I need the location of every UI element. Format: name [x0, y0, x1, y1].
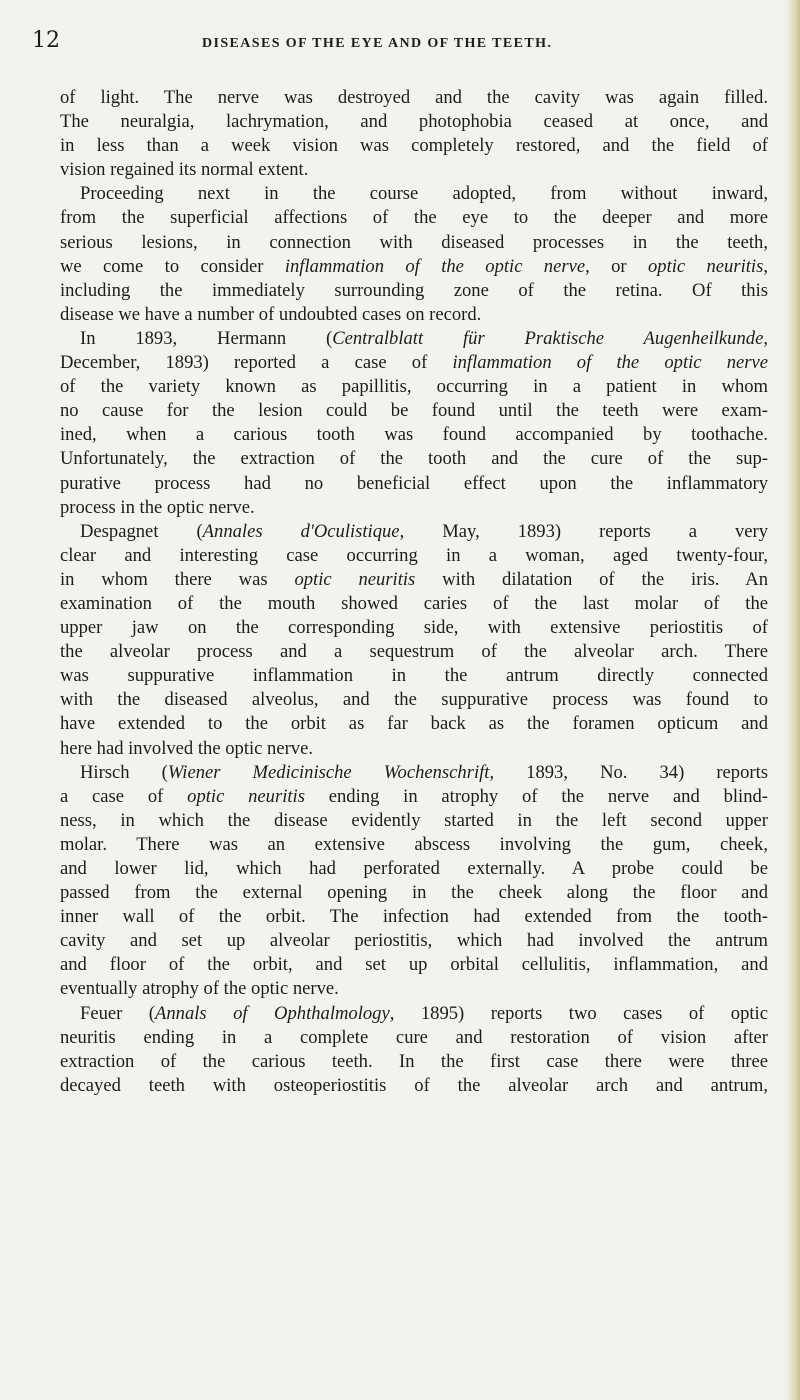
text-line: purative process had no beneficial effect upon the inflammatory [60, 472, 768, 494]
text-line: was suppurative inflammation in the antrum directly connected [60, 665, 768, 687]
text-line: disease we have a number of undoubted cases on record. [60, 303, 482, 325]
text-line: in less than a week vision was completely restored, and the field of [60, 135, 768, 157]
text-line: eventually atrophy of the optic nerve. [60, 978, 339, 1000]
text-line: serious lesions, in connection with diseased processes in the teeth, [60, 231, 768, 253]
text-line: including the immediately surrounding zone of the retina. Of this [60, 279, 768, 301]
text-line: process in the optic nerve. [60, 496, 255, 518]
text-line: molar. There was an extensive abscess involving the gum, cheek, [60, 833, 768, 855]
text-line: have extended to the orbit as far back as the foramen opticum and [60, 713, 768, 735]
text-line: cavity and set up alveolar periostitis, which had involved the antrum [60, 930, 768, 952]
page-header [32, 28, 772, 58]
text-line: ined, when a carious tooth was found accompanied by toothache. [60, 424, 768, 446]
italic-phrase: optic neuritis [294, 568, 416, 590]
text-line: of the variety known as papillitis, occurring in a patient in whom [60, 376, 768, 398]
text-line: of light. The nerve was destroyed and the cavity was again filled. [60, 87, 768, 108]
italic-phrase: optic neuritis [187, 785, 305, 807]
text-line: here had involved the optic nerve. [60, 737, 313, 759]
text-line: Feuer (Annals of Ophthalmology, 1895) reports two cases of optic [80, 1002, 768, 1024]
text-line: from the superficial affections of the eye to the deeper and more [60, 207, 768, 229]
text-line: a case of optic neuritis ending in atrophy of the nerve and blind- [60, 785, 768, 807]
text-line: upper jaw on the corresponding side, with extensive periostitis of [60, 617, 768, 639]
text-line: passed from the external opening in the cheek along the floor and [60, 882, 768, 904]
text-line: no cause for the lesion could be found until the teeth were exam- [60, 400, 768, 422]
italic-phrase: Centralblatt für Praktische Augenheilkunde [332, 327, 764, 349]
text-line: ness, in which the disease evidently started in the left second upper [60, 809, 768, 831]
text-line: extraction of the carious teeth. In the first case there were three [60, 1050, 768, 1072]
text-line: the alveolar process and a sequestrum of the alveolar arch. There [60, 641, 768, 663]
text-line: decayed teeth with osteoperiostitis of the alveolar arch and antrum, [60, 1074, 768, 1096]
text-line: examination of the mouth showed caries of the last molar of the [60, 592, 768, 614]
text-line: we come to consider inflammation of the optic nerve, or optic neuritis, [60, 255, 768, 277]
text-line: neuritis ending in a complete cure and restoration of vision after [60, 1026, 768, 1048]
text-line: inner wall of the orbit. The infection had extended from the tooth- [60, 906, 768, 928]
text-line: Despagnet (Annales d'Oculistique, May, 1893) reports a very [80, 520, 768, 542]
text-line: vision regained its normal extent. [60, 159, 309, 181]
italic-phrase: Annals of Ophthalmology [155, 1002, 390, 1024]
body-text [60, 86, 768, 1098]
page-edge-shadow [786, 0, 800, 1400]
text-line: In 1893, Hermann (Centralblatt für Praktische Augenheilkunde, [80, 327, 768, 349]
italic-phrase: inflammation of the optic nerve [284, 255, 586, 277]
running-head: DISEASES OF THE EYE AND OF THE TEETH. [202, 36, 553, 51]
text-line: December, 1893) reported a case of inflammation of the optic nerve [60, 352, 768, 374]
text-line: and lower lid, which had perforated externally. A probe could be [60, 858, 768, 879]
italic-phrase: Wiener Medicinische Wochenschrift [167, 761, 490, 783]
text-line: with the diseased alveolus, and the suppurative process was found to [60, 689, 768, 711]
text-line: Proceeding next in the course adopted, from without inward, [80, 183, 768, 205]
italic-phrase: inflammation of the optic nerve [452, 352, 768, 374]
italic-phrase: Annales d'Oculistique [202, 520, 400, 542]
text-line: Hirsch (Wiener Medicinische Wochenschrift, 1893, No. 34) reports [80, 761, 768, 783]
text-line: in whom there was optic neuritis with dilatation of the iris. An [60, 568, 768, 590]
italic-phrase: optic neuritis [647, 255, 764, 277]
text-line: The neuralgia, lachrymation, and photophobia ceased at once, and [60, 111, 768, 133]
text-line: clear and interesting case occurring in a woman, aged twenty-four, [60, 544, 768, 566]
page-number: 12 [32, 28, 60, 53]
text-line: Unfortunately, the extraction of the tooth and the cure of the sup- [60, 448, 768, 470]
text-line: and floor of the orbit, and set up orbital cellulitis, inflammation, and [60, 954, 768, 976]
